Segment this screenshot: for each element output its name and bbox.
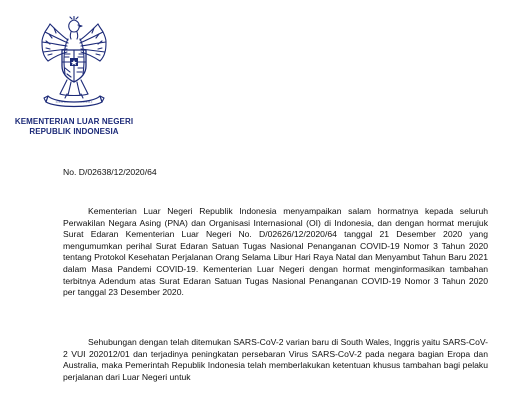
document-number: No. D/02638/12/2020/64 bbox=[63, 167, 157, 177]
ministry-name-line1: KEMENTERIAN LUAR NEGERI bbox=[14, 117, 134, 126]
body-paragraph-1: Kementerian Luar Negeri Republik Indonesia menyampaikan salam hormatnya kepada seluruh Perwakilan Negara Asing (PNA) dan Organisasi Internasional (OI) di Indonesia, dan dengan hormat merujuk Surat Edaran Kementerian Luar Negeri No. D/02626/12/2020/64 tanggal 21 Desember 2020 yang mengumumkan perihal Surat Edaran Satuan Tugas Nasional Penanganan COVID-19 Nomor 3 Tahun 2020 tentang Protokol Kesehatan Perjalanan Orang Selama Libur Hari Raya Natal dan Menyambut Tahun Baru 2021 dalam Masa Pandemi COVID-19. Kementerian Luar Negeri dengan hormat menginformasikan tambahan terbitnya Adendum atas Surat Edaran Satuan Tugas Nasional Penanganan COVID-19 Nomor 3 Tahun 2020 per tanggal 23 Desember 2020. bbox=[63, 206, 488, 298]
ministry-name-line2: REPUBLIK INDONESIA bbox=[29, 127, 119, 136]
body-paragraph-2: Sehubungan dengan telah ditemukan SARS-CoV-2 varian baru di South Wales, Inggris yaitu SARS-CoV-2 VUI 202012/01 dan terjadinya peningkatan persebaran Virus SARS-CoV-2 pada negara bagian Eropa dan Australia, maka Pemerintah Republik Indonesia telah memberlakukan ketentuan khusus tambahan bagi pelaku perjalanan dari Luar Negeri untuk bbox=[63, 337, 488, 382]
garuda-pancasila-emblem-icon bbox=[34, 16, 114, 110]
ministry-name bbox=[0, 117, 148, 137]
